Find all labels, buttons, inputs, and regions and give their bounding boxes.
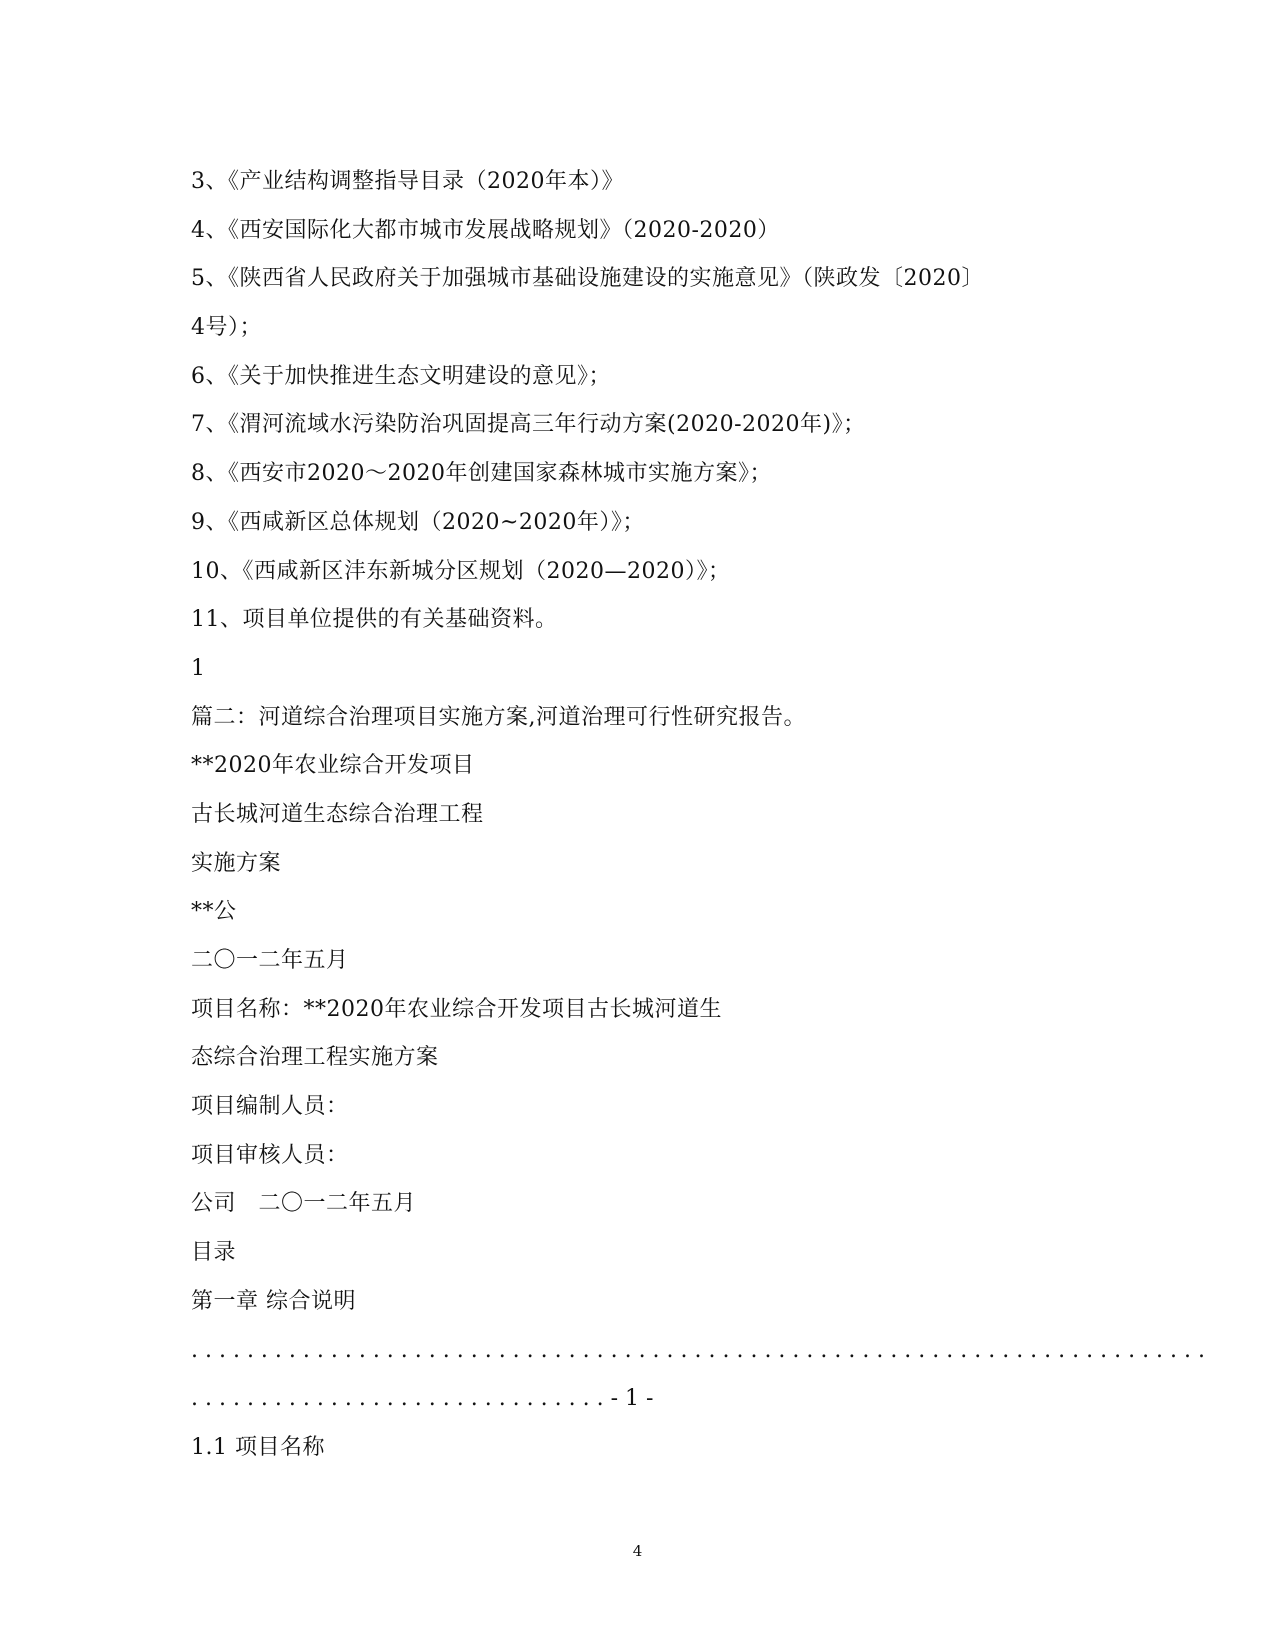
reference-item-11: 11、项目单位提供的有关基础资料。 <box>191 607 558 633</box>
cover-subtitle-line: 实施方案 <box>191 850 282 876</box>
reference-item-3: 3、《产业结构调整指导目录（2020年本）》 <box>191 169 624 194</box>
toc-heading: 目录 <box>191 1240 237 1266</box>
project-name-line: 项目名称：**2020年农业综合开发项目古长城河道生 <box>191 996 722 1022</box>
cover-company-line: **公 <box>191 899 237 925</box>
reference-item-4: 4、《西安国际化大都市城市发展战略规划》（2020-2020） <box>191 217 780 243</box>
cover-project-line: **2020年农业综合开发项目 <box>191 753 475 779</box>
inline-page-marker: 1 <box>191 655 206 681</box>
cover-date-line: 二〇一二年五月 <box>191 948 349 973</box>
reference-item-6: 6、《关于加快推进生态文明建设的意见》； <box>191 363 611 389</box>
reference-item-5: 5、《陕西省人民政府关于加强城市基础设施建设的实施意见》（陕政发〔2020〕 <box>191 266 984 292</box>
company-date-line: 公司 二〇一二年五月 <box>191 1191 417 1217</box>
toc-leader-dots: . . . . . . . . . . . . . . . . . . . . . . . . . . . . . . . . . . . . . . . . . . . . . . . . . . . . . . . . . . . . . . . . . . . . . . . . . <box>191 1337 1206 1363</box>
project-name-continued: 态综合治理工程实施方案 <box>191 1045 439 1071</box>
reference-item-8: 8、《西安市2020～2020年创建国家森林城市实施方案》； <box>191 461 772 487</box>
cover-title-line: 古长城河道生态综合治理工程 <box>191 801 484 827</box>
reference-item-10: 10、《西咸新区沣东新城分区规划（2020—2020）》； <box>191 558 731 584</box>
reference-item-5-continued: 4号）； <box>191 315 262 341</box>
reference-item-9: 9、《西咸新区总体规划（2020~2020年）》； <box>191 509 645 535</box>
toc-chapter-1: 第一章 综合说明 <box>191 1288 356 1314</box>
section-heading: 篇二：河道综合治理项目实施方案,河道治理可行性研究报告。 <box>191 704 806 730</box>
reference-item-7: 7、《渭河流域水污染防治巩固提高三年行动方案(2020-2020年)》； <box>191 412 866 438</box>
reviewer-line: 项目审核人员： <box>191 1142 349 1168</box>
toc-section-1-1: 1.1 项目名称 <box>191 1434 325 1460</box>
document-body <box>191 158 1206 1473</box>
compiler-line: 项目编制人员： <box>191 1094 349 1120</box>
page-number: 4 <box>632 1542 643 1560</box>
toc-leader-page-ref: . . . . . . . . . . . . . . . . . . . . . . . . . . . . . . - 1 - <box>191 1386 654 1412</box>
